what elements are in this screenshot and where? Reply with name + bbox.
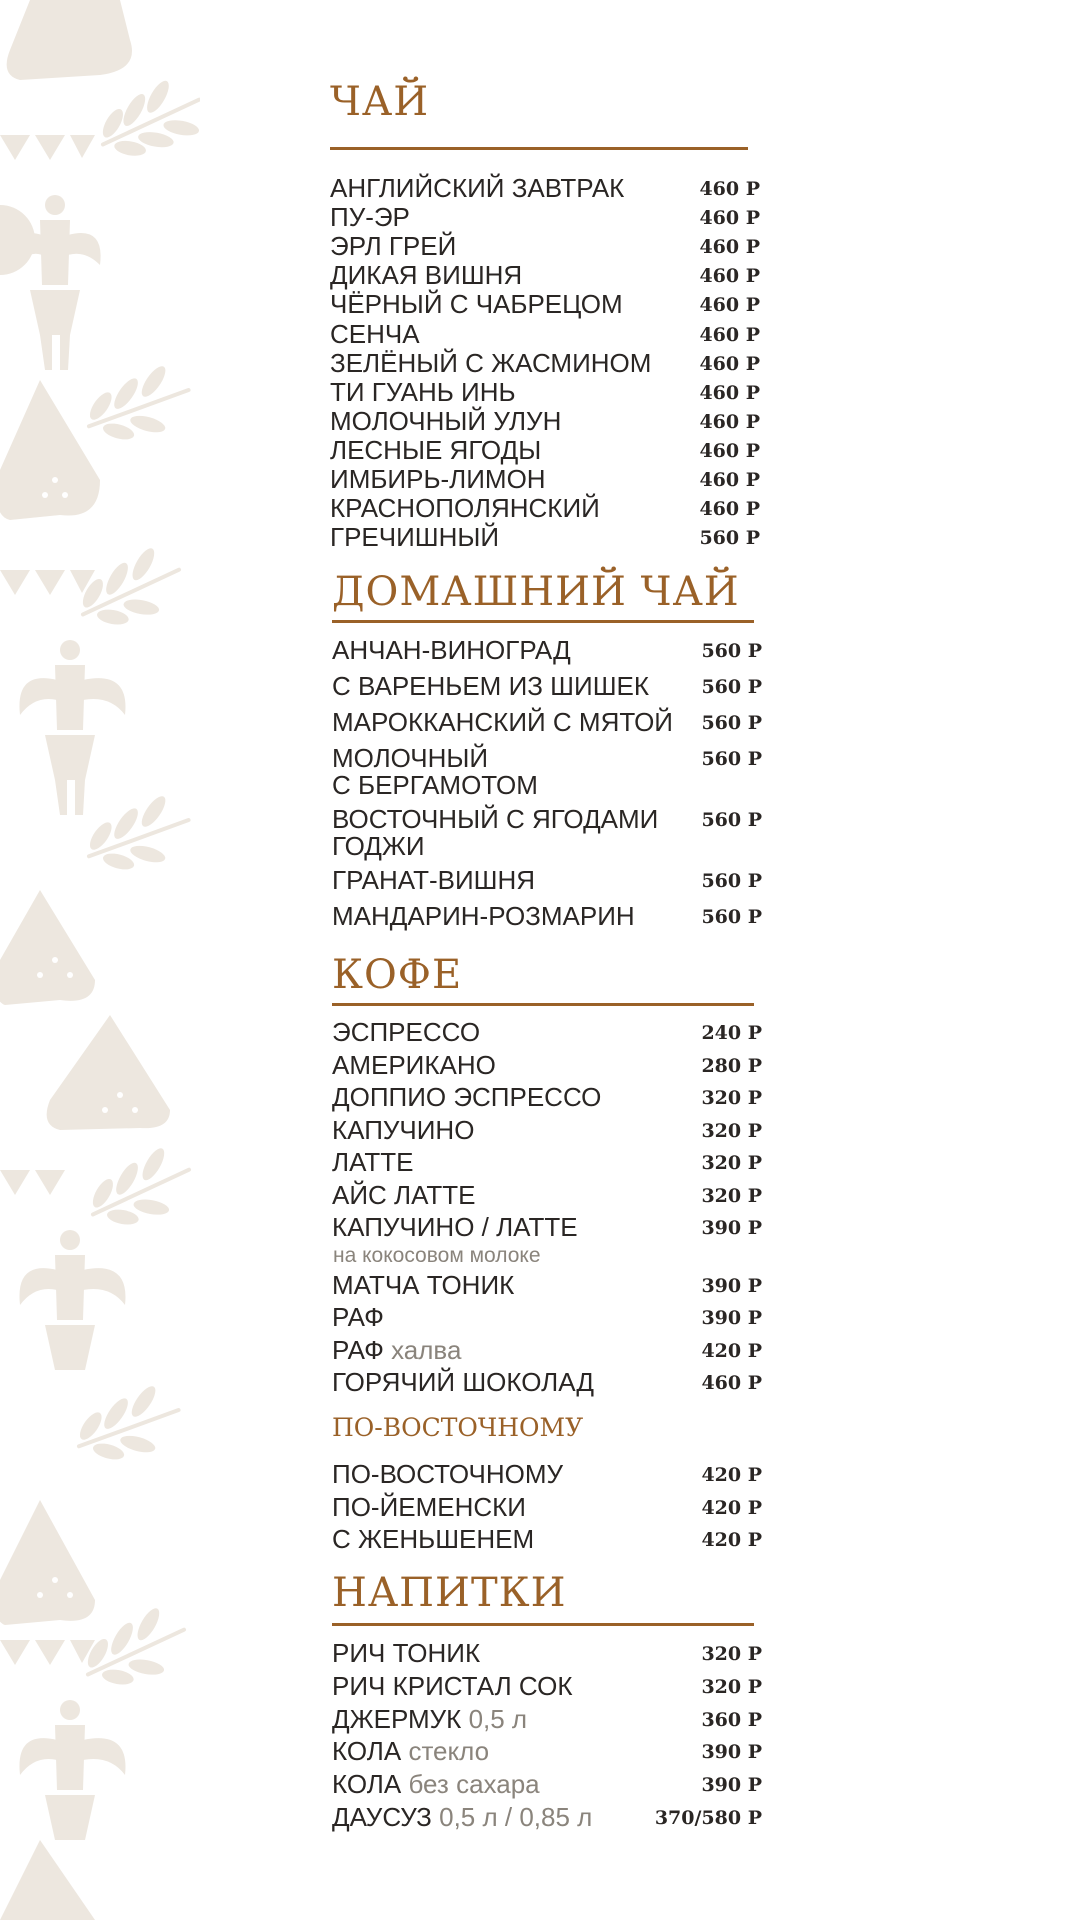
menu-item-name-text [332, 637, 571, 664]
menu-item-title: ЭРЛ ГРЕЙ [330, 231, 457, 262]
menu-item-name [330, 466, 546, 493]
menu-item-name-text [330, 262, 522, 289]
menu-item-name [332, 1804, 592, 1831]
menu-item-price: 560 Р [701, 712, 762, 734]
menu-item-name [330, 434, 542, 465]
menu-item-name [330, 347, 652, 378]
drinks-section-title: НАПИТКИ [332, 1570, 567, 1616]
menu-item-name-text [332, 1304, 384, 1331]
menu-item-title: ГРАНАТ-ВИШНЯ [332, 865, 536, 895]
menu-item-name [332, 1334, 462, 1365]
menu-item-name-text [332, 1804, 592, 1831]
menu-item-name-text [332, 1334, 462, 1365]
menu-item-title: ЛЕСНЫЕ ЯГОДЫ [330, 434, 542, 465]
menu-item-name-text [332, 709, 673, 736]
menu-item-name [330, 376, 516, 407]
menu-item-name [332, 1461, 563, 1488]
menu-item-name-text [332, 1670, 573, 1701]
menu-item-name [332, 673, 649, 700]
menu-item-name [332, 709, 673, 736]
menu-item-name [332, 903, 635, 930]
menu-item-title: КАПУЧИНО / ЛАТТЕ [332, 1212, 578, 1242]
menu-item-title: ДИКАЯ ВИШНЯ [330, 260, 523, 291]
menu-item-name-text [330, 318, 420, 349]
home-tea-section-title: ДОМАШНИЙ ЧАЙ [332, 569, 740, 615]
menu-item-name-text [332, 1461, 563, 1488]
menu-item-name [332, 1049, 496, 1080]
menu-item-price: 320 Р [701, 1184, 762, 1207]
decorative-ornament-border [0, 0, 200, 1920]
tea-section [330, 79, 760, 553]
menu-item-price: 320 Р [701, 1087, 762, 1109]
menu-item-price: 560 Р [701, 676, 762, 698]
menu-item-name-text [330, 405, 562, 436]
menu-item-price: 320 Р [701, 1119, 762, 1142]
menu-item-price: 390 Р [701, 1774, 762, 1797]
menu-item-name [332, 1703, 528, 1734]
menu-item-title: ЧЁРНЫЙ С ЧАБРЕЦОМ [330, 289, 623, 320]
coffee-section-divider [332, 1003, 754, 1006]
menu-item-price: 560 Р [701, 906, 762, 928]
menu-item-description: на кокосовом молоке [333, 1244, 541, 1267]
menu-item-name-text [332, 1526, 534, 1553]
menu-item-name-text [330, 233, 456, 260]
menu-item-name-text [332, 1214, 578, 1241]
menu-item-price: 460 Р [699, 410, 760, 433]
menu-item-title: АЙС ЛАТТЕ [332, 1179, 476, 1210]
menu-item-title: ЛАТТЕ [332, 1147, 414, 1177]
menu-item-name-text [330, 434, 542, 465]
menu-item-name [332, 1114, 475, 1145]
menu-item-price: 320 Р [701, 1643, 762, 1665]
menu-item-name [332, 745, 538, 799]
menu-item-price: 560 Р [699, 527, 760, 550]
drinks-section-divider [332, 1623, 754, 1626]
menu-item-title-line2: С БЕРГАМОТОМ [332, 770, 538, 800]
coffee-section [332, 952, 762, 1397]
menu-item-name [332, 1670, 573, 1701]
menu-item-title: ДОППИО ЭСПРЕССО [332, 1082, 602, 1112]
menu-item-name-text [332, 1149, 413, 1176]
menu-item-title: РИЧ ТОНИК [332, 1638, 481, 1668]
menu-item-title: ПО-ВОСТОЧНОМУ [332, 1459, 564, 1489]
menu-item-title: ДАУСУЗ [332, 1802, 432, 1832]
menu-item-name [332, 1738, 489, 1765]
menu-item-name-text [332, 1491, 526, 1522]
menu-item-title: ДЖЕРМУК [332, 1703, 462, 1734]
menu-item-price: 370/580 Р [654, 1807, 762, 1829]
menu-item-name-text [332, 867, 535, 894]
menu-item-price: 390 Р [701, 1741, 762, 1764]
menu-item-name-text [330, 495, 600, 522]
menu-item-name [332, 1491, 526, 1522]
menu-item-title: ГРЕЧИШНЫЙ [330, 522, 500, 553]
menu-item-name-text [330, 347, 652, 378]
menu-item-title: КРАСНОПОЛЯНСКИЙ [330, 493, 600, 524]
menu-item-name [332, 1269, 515, 1300]
menu-item-price: 240 Р [701, 1022, 762, 1044]
menu-item-name-text [330, 291, 623, 318]
menu-item-price: 390 Р [701, 1217, 762, 1239]
menu-item-title: ГОРЯЧИЙ ШОКОЛАД [332, 1367, 595, 1397]
menu-item-title: КОЛА [332, 1736, 402, 1767]
menu-item-name [332, 1640, 480, 1667]
menu-item-name-text [332, 1771, 540, 1798]
menu-item-title: ЭСПРЕССО [332, 1017, 481, 1047]
menu-item-title: РАФ [332, 1302, 384, 1332]
menu-item-name-text [332, 1703, 528, 1734]
menu-item-title: АНЧАН-ВИНОГРАД [332, 635, 571, 665]
menu-item-price: 320 Р [701, 1675, 762, 1698]
menu-item-price: 460 Р [699, 178, 760, 200]
menu-item-name-text [332, 745, 538, 772]
menu-item-name-text [332, 1084, 601, 1111]
menu-item-price: 560 Р [701, 870, 762, 892]
menu-item-name-text [330, 204, 410, 231]
menu-item-name [332, 1179, 476, 1210]
menu-item-note: 0,5 л / 0,85 л [439, 1802, 593, 1832]
menu-item-name [330, 175, 624, 202]
menu-item-name-text [330, 466, 546, 493]
menu-item-name-text [332, 806, 658, 833]
menu-item-price: 460 Р [699, 469, 760, 491]
menu-item-price: 460 Р [699, 352, 760, 375]
menu-item-title: ИМБИРЬ-ЛИМОН [330, 464, 546, 494]
menu-item-name-text [332, 1640, 480, 1667]
menu-item-title: СЕНЧА [330, 318, 420, 349]
menu-item-name-text [330, 524, 499, 551]
menu-item-name [330, 495, 600, 522]
menu-item-title: АМЕРИКАНО [332, 1049, 496, 1080]
menu-item-name [332, 1526, 534, 1553]
menu-item-name-text [332, 1369, 594, 1396]
menu-item-price: 460 Р [699, 323, 760, 346]
menu-item-price: 420 Р [701, 1339, 762, 1362]
eastern-subsection-title: ПО-ВОСТОЧНОМУ [332, 1413, 584, 1442]
menu-item-price: 560 Р [701, 809, 762, 831]
menu-item-title: ВОСТОЧНЫЙ С ЯГОДАМИ [332, 804, 659, 834]
menu-item-price: 460 Р [699, 439, 760, 462]
menu-item-price: 420 Р [701, 1464, 762, 1486]
menu-item-price: 390 Р [701, 1307, 762, 1329]
coffee-section-title: КОФЕ [332, 952, 463, 998]
menu-item-price: 460 Р [701, 1372, 762, 1394]
menu-item-name [332, 806, 658, 860]
tea-section-title: ЧАЙ [330, 79, 430, 125]
menu-item-title: РАФ [332, 1334, 384, 1365]
menu-item-name-text [332, 1269, 515, 1300]
menu-item-name [330, 262, 522, 289]
menu-item-name-text [332, 903, 635, 930]
menu-item-name [332, 1771, 540, 1798]
menu-item-name [330, 524, 499, 551]
menu-item-price: 420 Р [701, 1496, 762, 1519]
menu-item-price: 460 Р [699, 498, 760, 521]
menu-item-title: С ВАРЕНЬЕМ ИЗ ШИШЕК [332, 671, 650, 701]
menu-item-name [332, 1369, 594, 1396]
menu-item-note: без сахара [408, 1769, 540, 1800]
menu-item-name-text [332, 673, 649, 700]
drinks-section [332, 1570, 762, 1832]
menu-item-name [332, 1149, 413, 1176]
menu-item-title: ПО-ЙЕМЕНСКИ [332, 1491, 526, 1522]
menu-item-title: ТИ ГУАНЬ ИНЬ [330, 376, 516, 407]
menu-item-name-text [330, 376, 516, 407]
menu-item-price: 460 Р [699, 265, 760, 288]
menu-item-title: КОЛА [332, 1769, 402, 1800]
menu-item-name [330, 291, 623, 318]
menu-item-title: РИЧ КРИСТАЛ СОК [332, 1670, 573, 1701]
menu-item-name [332, 1214, 578, 1241]
menu-item-price: 280 Р [701, 1054, 762, 1077]
menu-item-price: 460 Р [699, 207, 760, 230]
menu-item-title: МАРОККАНСКИЙ С МЯТОЙ [332, 707, 673, 737]
menu-item-name [332, 867, 535, 894]
menu-item-name-text [332, 1114, 475, 1145]
menu-item-price: 460 Р [699, 294, 760, 317]
home-tea-section [332, 569, 762, 931]
menu-item-name [330, 318, 420, 349]
menu-item-note: халва [391, 1334, 462, 1365]
eastern-subsection [332, 1413, 762, 1554]
menu-item-price: 320 Р [701, 1152, 762, 1174]
menu-item-title: КАПУЧИНО [332, 1114, 475, 1145]
menu-item-name [330, 405, 562, 436]
menu-item-name [332, 1084, 601, 1111]
menu-item-name-text [332, 1738, 489, 1765]
tea-section-divider [330, 147, 748, 150]
menu-item-title: ПУ-ЭР [330, 202, 410, 233]
menu-item-title: ЗЕЛЁНЫЙ С ЖАСМИНОМ [330, 347, 652, 378]
menu-item-price: 560 Р [701, 748, 762, 770]
home-tea-section-divider [332, 620, 754, 623]
menu-item-name [332, 637, 571, 664]
menu-item-name-text [332, 1179, 476, 1210]
menu-item-title: АНГЛИЙСКИЙ ЗАВТРАК [330, 173, 625, 203]
menu-item-price: 560 Р [701, 640, 762, 662]
menu-item-name-text [332, 1049, 496, 1080]
menu-item-name-text [330, 175, 624, 202]
menu-item-title: С ЖЕНЬШЕНЕМ [332, 1524, 535, 1554]
menu-item-name [330, 233, 456, 260]
menu-item-price: 420 Р [701, 1529, 762, 1551]
menu-item-title: МОЛОЧНЫЙ [332, 743, 489, 773]
menu-item-title: МАНДАРИН-РОЗМАРИН [332, 901, 635, 931]
menu-item-title: МОЛОЧНЫЙ УЛУН [330, 405, 562, 436]
menu-item-price: 390 Р [701, 1274, 762, 1297]
menu-item-name [330, 204, 410, 231]
menu-item-title: МАТЧА ТОНИК [332, 1269, 515, 1300]
menu-item-note: 0,5 л [468, 1703, 528, 1734]
menu-item-note: стекло [408, 1736, 490, 1767]
menu-item-name-text [332, 1019, 480, 1046]
menu-item-name [332, 1304, 384, 1331]
menu-item-price: 460 Р [699, 236, 760, 259]
menu-item-title-line2: ГОДЖИ [332, 831, 425, 861]
menu-item-price: 460 Р [699, 381, 760, 404]
menu-item-price: 360 Р [701, 1708, 762, 1731]
menu-item-name [332, 1019, 480, 1046]
